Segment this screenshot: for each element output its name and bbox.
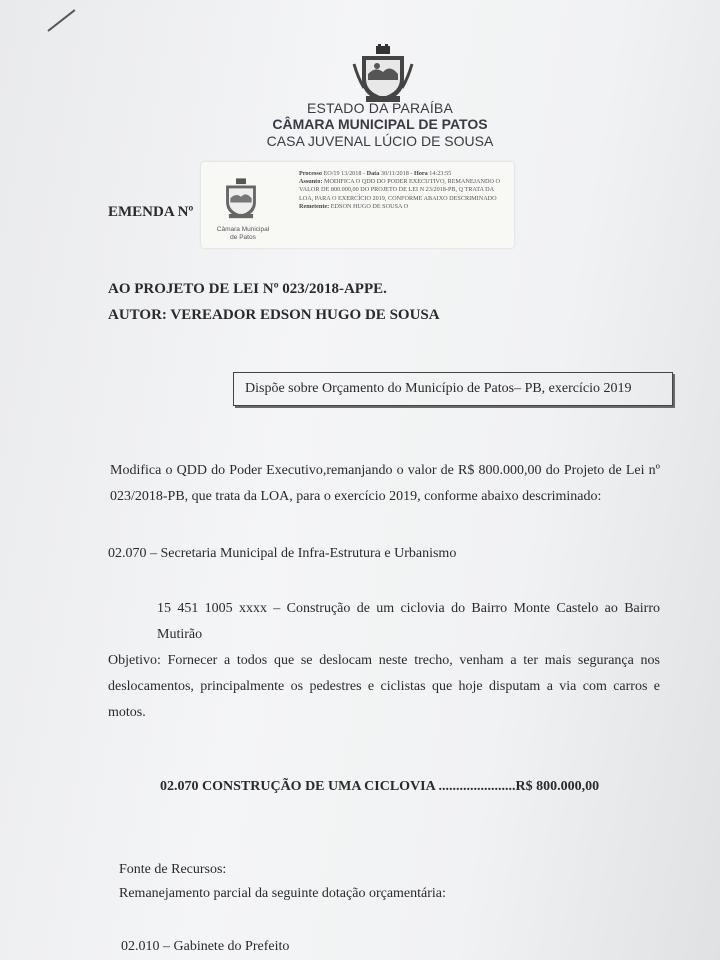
secretaria-line: 02.070 – Secretaria Municipal de Infra-Estrutura e Urbanismo xyxy=(108,546,457,561)
stamp-caption xyxy=(213,226,273,242)
objetivo-paragraph: Objetivo: Fornecer a todos que se deslocam neste trecho, venham a ter mais segurança nos deslocamentos, principalmente os pedestres e ciclistas que hoje disputam a via com carros e motos. xyxy=(108,653,660,720)
stamp-data-label: Data xyxy=(366,170,380,177)
stamp-text: Processo EO/19 13/2018 - Data 30/11/2018 - Hora 14:23:55 Assunto: MODIFICA O QDD DO PODER EXECUTIVO, REMANEJANDO O VALOR DE 800.000,00 DO PROJETO DE LEI N 23/2018-PB, Q TRATA DA LOA, PARA O EXERCÍCIO 2019, CONFORME ABAIXO DESCRIMINADO Remetente: EDSON HUGO DE SOUSA O xyxy=(299,170,500,210)
header-camara: CÂMARA MUNICIPAL DE PATOS xyxy=(272,116,488,132)
stamp-caption-line2: de Patos xyxy=(230,234,256,241)
paragraph-modifica: Modifica o QDD do Poder Executivo,remanjando o valor de R$ 800.000,00 do Projeto de Lei nº 023/2018-PB, que trata da LOA, para o exercício 2019, conforme abaixo descriminado: xyxy=(110,463,660,504)
stamp-processo-value: EO/19 13/2018 xyxy=(323,170,362,177)
stamp-processo-label: Processo xyxy=(299,170,322,177)
header-estado: ESTADO DA PARAÍBA xyxy=(306,100,454,116)
stamp-assunto-label: Assunto: xyxy=(299,178,323,186)
stamp-crest-icon xyxy=(219,176,263,222)
gabinete-line: 02.010 – Gabinete do Prefeito xyxy=(121,939,290,954)
projeto-de-lei: AO PROJETO DE LEI Nº 023/2018-APPE. xyxy=(108,281,387,297)
stamp-remetente-label: Remetente: xyxy=(299,202,330,210)
stamp-hora-value: 14:23:55 xyxy=(429,170,452,177)
budget-item: 15 451 1005 xxxx – Construção de um ciclovia do Bairro Monte Castelo ao Bairro Mutirão xyxy=(157,601,660,642)
autor: AUTOR: VEREADOR EDSON HUGO DE SOUSA xyxy=(108,307,440,323)
total-line: 02.070 CONSTRUÇÃO DE UMA CICLOVIA ......................R$ 800.000,00 xyxy=(160,779,600,794)
pen-mark xyxy=(47,9,75,32)
municipal-coat-of-arms-icon xyxy=(352,44,414,106)
stamp-caption-line1: Câmara Municipal xyxy=(216,226,270,233)
fonte-recursos: Fonte de Recursos: xyxy=(119,862,227,877)
emenda-label: EMENDA Nº xyxy=(108,204,194,220)
stamp-data-value: 30/11/2018 xyxy=(380,170,409,177)
header-casa: CASA JUVENAL LÚCIO DE SOUSA xyxy=(266,133,494,149)
remanejamento-line: Remanejamento parcial da seguinte dotação orçamentária: xyxy=(119,886,446,901)
stamp-assunto-value: MODIFICA O QDD DO PODER EXECUTIVO, REMANEJANDO O VALOR DE 800.000,00 DO PROJETO DE LEI N 23/2018-PB, Q TRATA DA LOA, PARA O EXERCÍCIO 2019, CONFORME ABAIXO DESCRIMINADO xyxy=(299,178,500,202)
protocol-stamp xyxy=(201,162,514,248)
ementa-box: Dispõe sobre Orçamento do Município de Patos– PB, exercício 2019 xyxy=(233,372,673,406)
stamp-hora-label: Hora xyxy=(414,170,428,177)
stamp-remetente-value: EDSON HUGO DE SOUSA O xyxy=(330,202,409,210)
